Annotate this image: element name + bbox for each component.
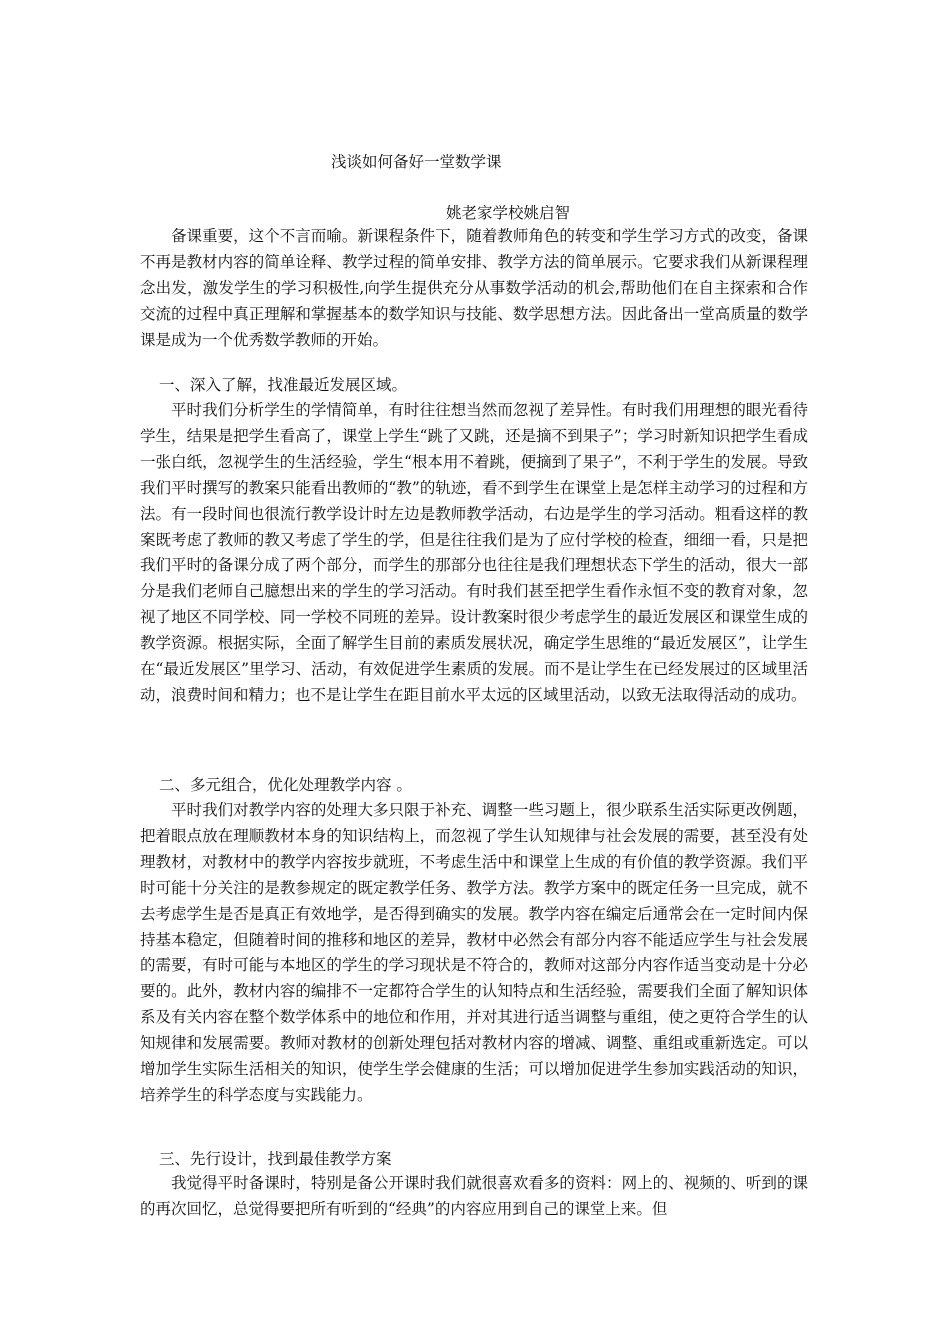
document-author: 姚老家学校姚启智 (446, 204, 571, 222)
document-title: 浅谈如何备好一堂数学课 (331, 153, 502, 171)
section-2-paragraph: 平时我们对教学内容的处理大多只限于补充、调整一些习题上，很少联系生活实际更改例题，把着眼点放在理顺教材本身的知识结构上，而忽视了学生认知规律与社会发展的需要，甚至没有处理教材，对教材中的教学内容按步就班，不考虑生活中和课堂上生成的有价值的教学资源。我们平时可能十分关注的是教参规定的既定教学任务、教学方法。教学方案中的既定任务一旦完成，就不去考虑学生是否是真正有效地学，是否得到确实的发展。教学内容在编定后通常会在一定时间内保持基本稳定，但随着时间的推移和地区的差异，教材中必然会有部分内容不能适应学生与社会发展的需要，有时可能与本地区的学生的学习现状是不符合的，教师对这部分内容作适当变动是十分必要的。此外，教材内容的编排不一定都符合学生的认知特点和生活经验，需要我们全面了解知识体系及有关内容在整个数学体系中的地位和作用，并对其进行适当调整与重组，使之更符合学生的认知规律和发展需要。教师对教材的创新处理包括对教材内容的增减、调整、重组或重新选定。可以增加学生实际生活相关的知识，使学生学会健康的生活；可以增加促进学生参加实践活动的知识，培养学生的科学态度与实践能力。 (140, 801, 808, 1104)
section-3-heading: 三、先行设计，找到最佳教学方案 (159, 1150, 392, 1168)
section-3-paragraph: 我觉得平时备课时，特别是备公开课时我们就很喜欢看多的资料：网上的、视频的、听到的课的再次回忆，总觉得要把所有听到的“经典”的内容应用到自己的课堂上来。但 (140, 1174, 808, 1218)
section-1-paragraph: 平时我们分析学生的学情简单，有时往往想当然而忽视了差异性。有时我们用理想的眼光看待学生，结果是把学生看高了，课堂上学生“跳了又跳，还是摘不到果子”；学习时新知识把学生看成一张白纸，忽视学生的生活经验，学生“根本用不着跳，便摘到了果子”，不利于学生的发展。导致我们平时撰写的教案只能看出教师的“教”的轨迹，看不到学生在课堂上是怎样主动学习的过程和方法。有一段时间也很流行教学设计时左边是教师教学活动，右边是学生的学习活动。粗看这样的教案既考虑了教师的教又考虑了学生的学，但是往往我们是为了应付学校的检查，细细一看，只是把我们平时的备课分成了两个部分，而学生的那部分也往往是我们理想状态下学生的活动，很大一部分是我们老师自己臆想出来的学生的学习活动。有时我们甚至把学生看作永恒不变的教育对象，忽视了地区不同学校、同一学校不同班的差异。设计教案时很少考虑学生的最近发展区和课堂生成的教学资源。根据实际，全面了解学生目前的素质发展状况，确定学生思维的“最近发展区”，让学生在“最近发展区”里学习、活动，有效促进学生素质的发展。而不是让学生在已经发展过的区域里活动，浪费时间和精力；也不是让学生在距目前水平太远的区域里活动，以致无法取得活动的成功。 (140, 401, 808, 704)
section-1-heading: 一、深入了解，找准最近发展区域。 (159, 376, 408, 394)
section-2-heading: 二、多元组合，优化处理教学内容 。 (159, 776, 412, 794)
intro-paragraph: 备课重要，这个不言而喻。新课程条件下，随着教师角色的转变和学生学习方式的改变，备课不再是教材内容的简单诠释、教学过程的简单安排、教学方法的简单展示。它要求我们从新课程理念出发，激发学生的学习积极性,向学生提供充分从事数学活动的机会,帮助他们在自主探索和合作交流的过程中真正理解和掌握基本的数学知识与技能、数学思想方法。因此备出一堂高质量的数学课是成为一个优秀数学教师的开始。 (140, 227, 808, 349)
